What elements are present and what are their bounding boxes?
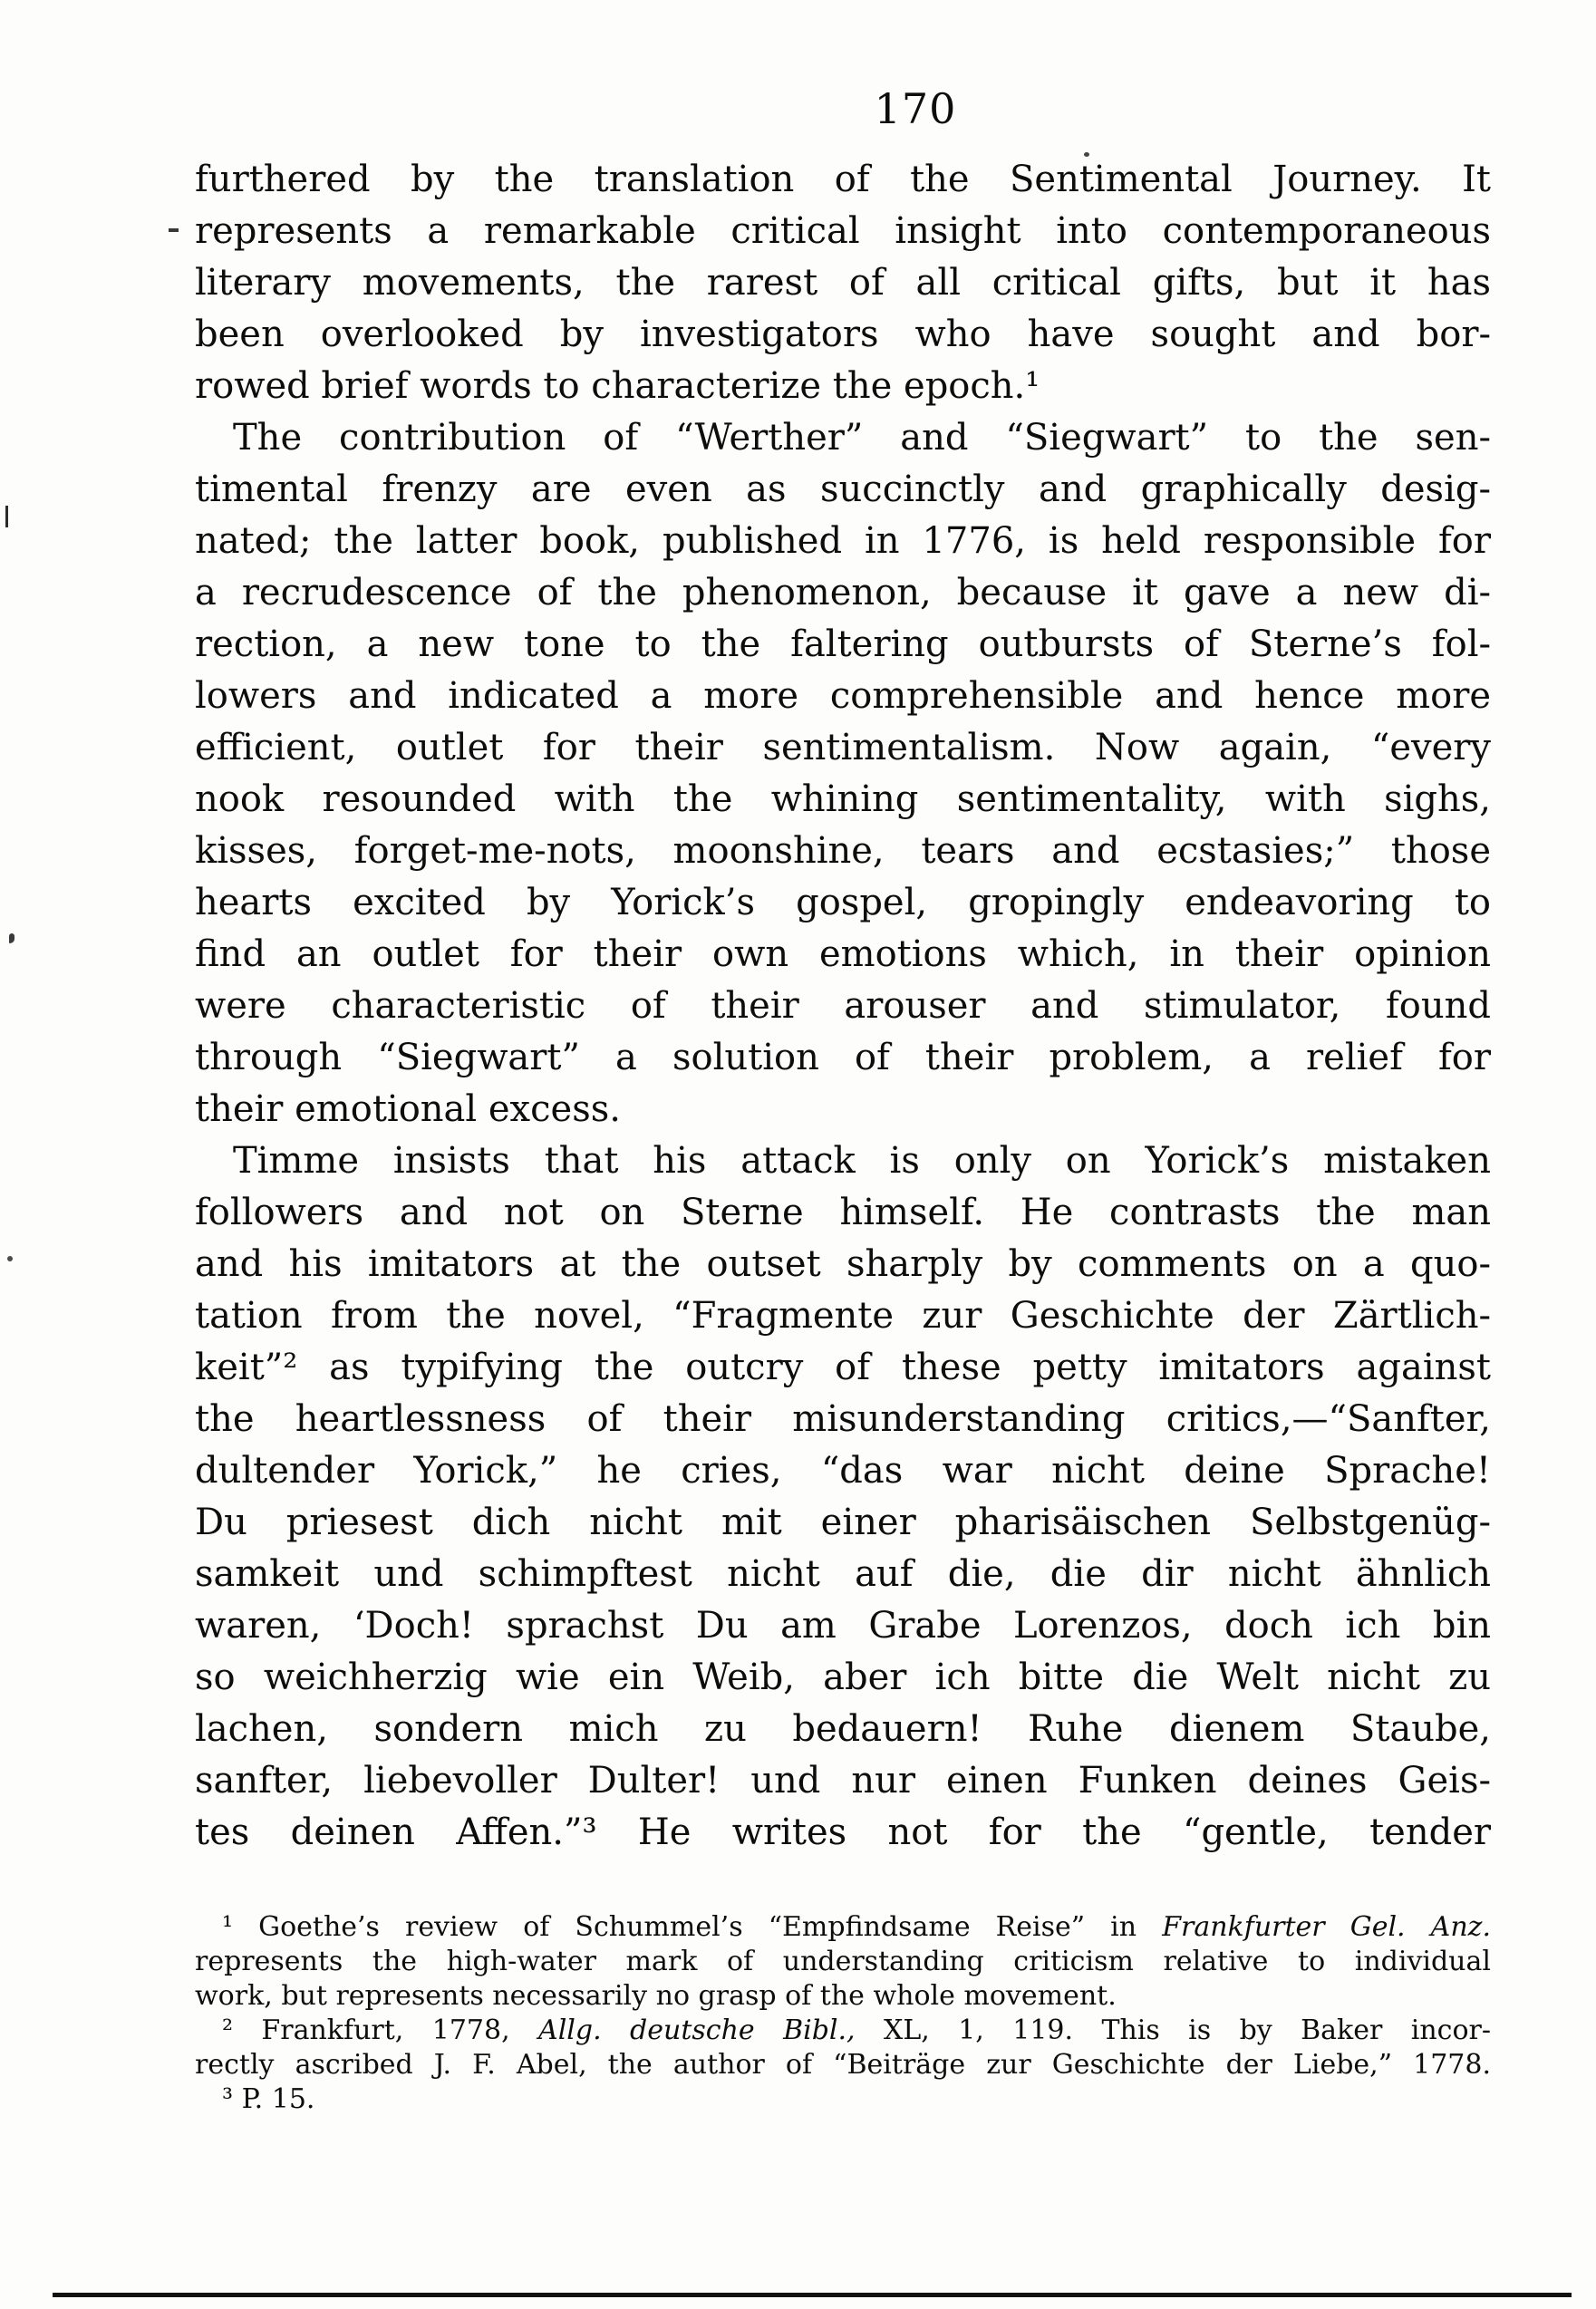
body-line: and his imitators at the outset sharply by comments on a quo- [195,1243,1491,1285]
body-line: represents a remarkable critical insight into contemporaneous [195,210,1491,252]
body-line: kisses, forget-me-nots, moonshine, tears and ecstasies;” those [195,830,1491,872]
footnote-line: ² Frankfurt, 1778, Allg. deutsche Bibl., XL, 1, 119. This is by Baker incor- [222,2014,1491,2046]
body-line: lowers and indicated a more comprehensible and hence more [195,675,1491,717]
body-line: a recrudescence of the phenomenon, because it gave a new di- [195,572,1491,613]
body-line: nook resounded with the whining sentimentality, with sighs, [195,778,1491,820]
scan-artifact [1084,152,1089,157]
body-line: so weichherzig wie ein Weib, aber ich bitte die Welt nicht zu [195,1657,1491,1698]
footnote-line: represents the high-water mark of understanding criticism relative to individual [195,1946,1491,1977]
footnote-line: rectly ascribed J. F. Abel, the author of “Beiträge zur Geschichte der Liebe,” 1778. [195,2049,1491,2081]
footnote-line: ¹ Goethe’s review of Schummel’s “Empfindsame Reise” in Frankfurter Gel. Anz. [222,1911,1491,1943]
body-line: Timme insists that his attack is only on Yorick’s mistaken [233,1140,1491,1182]
body-line: tation from the novel, “Fragmente zur Geschichte der Zärtlich- [195,1295,1491,1337]
body-line: hearts excited by Yorick’s gospel, gropingly endeavoring to [195,882,1491,923]
body-line: been overlooked by investigators who have sought and bor- [195,314,1491,355]
body-line: the heartlessness of their misunderstanding critics,—“Sanfter, [195,1398,1491,1440]
body-line: timental frenzy are even as succinctly and graphically desig- [195,469,1491,510]
body-line: dultender Yorick,” he cries, “das war nicht deine Sprache! [195,1450,1491,1492]
body-line: waren, ‘Doch! sprachst Du am Grabe Lorenzos, doch ich bin [195,1605,1491,1647]
body-line: tes deinen Affen.”³ He writes not for the “gentle, tender [195,1811,1491,1853]
body-line: find an outlet for their own emotions which, in their opinion [195,933,1491,975]
body-line: rection, a new tone to the faltering outbursts of Sterne’s fol- [195,623,1491,665]
body-text [195,154,1491,1859]
scan-artifact [169,228,179,232]
body-line: rowed brief words to characterize the epoch.¹ [195,365,1040,407]
body-line: their emotional excess. [195,1088,621,1130]
footnotes [195,1910,1491,2117]
page-number: 170 [874,84,957,133]
scan-artifact [7,1256,13,1261]
body-line: efficient, outlet for their sentimentalism. Now again, “every [195,727,1491,768]
scan-artifact [5,506,8,527]
body-line: keit”² as typifying the outcry of these petty imitators against [195,1347,1491,1388]
body-line: were characteristic of their arouser and stimulator, found [195,985,1491,1027]
scan-edge-line [53,2293,1572,2297]
body-line: through “Siegwart” a solution of their problem, a relief for [195,1037,1491,1078]
body-line: nated; the latter book, published in 1776, is held responsible for [195,520,1491,562]
body-line: followers and not on Sterne himself. He contrasts the man [195,1192,1491,1233]
scan-artifact [9,933,15,943]
body-line: The contribution of “Werther” and “Siegwart” to the sen- [233,417,1491,459]
footnote-line: ³ P. 15. [222,2083,315,2115]
footnote-line: work, but represents necessarily no grasp of the whole movement. [195,1980,1117,2012]
body-line: sanfter, liebevoller Dulter! und nur einen Funken deines Geis- [195,1760,1491,1802]
body-line: furthered by the translation of the Sentimental Journey. It [195,159,1491,200]
body-line: lachen, sondern mich zu bedauern! Ruhe dienem Staube, [195,1708,1491,1750]
body-line: Du priesest dich nicht mit einer pharisäischen Selbstgenüg- [195,1502,1491,1543]
body-line: samkeit und schimpftest nicht auf die, die dir nicht ähnlich [195,1553,1491,1595]
body-line: literary movements, the rarest of all critical gifts, but it has [195,262,1491,304]
